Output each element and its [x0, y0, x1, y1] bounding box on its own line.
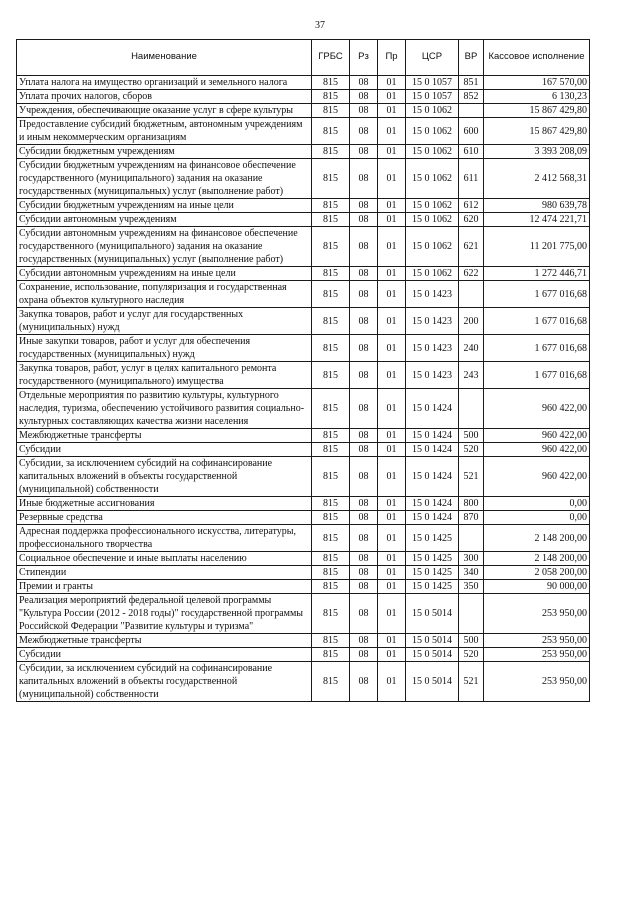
cell-amount: 15 867 429,80 — [484, 118, 590, 145]
cell-pr: 01 — [378, 90, 406, 104]
cell-amount: 2 148 200,00 — [484, 525, 590, 552]
cell-rz: 08 — [350, 525, 378, 552]
cell-csr: 15 0 1425 — [406, 525, 459, 552]
cell-grbs: 815 — [312, 634, 350, 648]
table-row — [17, 443, 590, 457]
cell-rz: 08 — [350, 159, 378, 199]
cell-vr: 521 — [459, 662, 484, 702]
cell-name: Резервные средства — [17, 511, 312, 525]
cell-name: Субсидии автономным учреждениям на иные цели — [17, 267, 312, 281]
cell-name: Субсидии автономным учреждениям на финансовое обеспечение государственного (муниципального) задания на оказание государственных (муниципальных) услуг (выполнение работ) — [17, 227, 312, 267]
table-row — [17, 308, 590, 335]
cell-csr: 15 0 1057 — [406, 90, 459, 104]
cell-pr: 01 — [378, 159, 406, 199]
cell-csr: 15 0 1062 — [406, 199, 459, 213]
cell-rz: 08 — [350, 580, 378, 594]
cell-rz: 08 — [350, 308, 378, 335]
cell-name: Субсидии — [17, 648, 312, 662]
column-header-vr: ВР — [459, 40, 484, 76]
table-row — [17, 159, 590, 199]
cell-csr: 15 0 5014 — [406, 648, 459, 662]
cell-csr: 15 0 1062 — [406, 227, 459, 267]
cell-vr: 520 — [459, 648, 484, 662]
cell-vr: 852 — [459, 90, 484, 104]
cell-pr: 01 — [378, 145, 406, 159]
cell-amount: 960 422,00 — [484, 443, 590, 457]
cell-csr: 15 0 1424 — [406, 511, 459, 525]
cell-name: Адресная поддержка профессионального искусства, литературы, профессионального творчества — [17, 525, 312, 552]
cell-rz: 08 — [350, 511, 378, 525]
cell-pr: 01 — [378, 662, 406, 702]
cell-csr: 15 0 1424 — [406, 389, 459, 429]
cell-csr: 15 0 1062 — [406, 104, 459, 118]
table-row — [17, 457, 590, 497]
table-header-row — [17, 40, 590, 76]
cell-grbs: 815 — [312, 389, 350, 429]
cell-amount: 1 677 016,68 — [484, 362, 590, 389]
cell-pr: 01 — [378, 566, 406, 580]
cell-pr: 01 — [378, 362, 406, 389]
cell-rz: 08 — [350, 335, 378, 362]
cell-csr: 15 0 1062 — [406, 118, 459, 145]
cell-name: Реализация мероприятий федеральной целевой программы "Культура России (2012 - 2018 годы)" государственной программы Российской Федерации "Развитие культуры и туризма" — [17, 594, 312, 634]
cell-vr: 521 — [459, 457, 484, 497]
cell-grbs: 815 — [312, 213, 350, 227]
cell-rz: 08 — [350, 497, 378, 511]
cell-vr — [459, 281, 484, 308]
cell-vr — [459, 525, 484, 552]
cell-amount: 0,00 — [484, 497, 590, 511]
cell-grbs: 815 — [312, 76, 350, 90]
table-row — [17, 429, 590, 443]
cell-amount: 253 950,00 — [484, 634, 590, 648]
cell-grbs: 815 — [312, 497, 350, 511]
cell-vr: 612 — [459, 199, 484, 213]
table-row — [17, 199, 590, 213]
cell-rz: 08 — [350, 227, 378, 267]
cell-vr: 240 — [459, 335, 484, 362]
cell-pr: 01 — [378, 580, 406, 594]
cell-rz: 08 — [350, 145, 378, 159]
cell-pr: 01 — [378, 118, 406, 145]
cell-name: Сохранение, использование, популяризация и государственная охрана объектов культурного наследия — [17, 281, 312, 308]
cell-amount: 11 201 775,00 — [484, 227, 590, 267]
cell-csr: 15 0 1424 — [406, 457, 459, 497]
cell-rz: 08 — [350, 199, 378, 213]
cell-rz: 08 — [350, 594, 378, 634]
cell-vr — [459, 389, 484, 429]
table-row — [17, 580, 590, 594]
cell-vr: 300 — [459, 552, 484, 566]
cell-rz: 08 — [350, 281, 378, 308]
cell-pr: 01 — [378, 511, 406, 525]
cell-vr — [459, 104, 484, 118]
table-row — [17, 227, 590, 267]
cell-pr: 01 — [378, 227, 406, 267]
cell-grbs: 815 — [312, 362, 350, 389]
cell-grbs: 815 — [312, 118, 350, 145]
cell-csr: 15 0 1062 — [406, 213, 459, 227]
cell-vr — [459, 594, 484, 634]
cell-pr: 01 — [378, 594, 406, 634]
table-row — [17, 362, 590, 389]
cell-amount: 1 677 016,68 — [484, 281, 590, 308]
cell-rz: 08 — [350, 267, 378, 281]
cell-rz: 08 — [350, 443, 378, 457]
cell-amount: 12 474 221,71 — [484, 213, 590, 227]
cell-amount: 6 130,23 — [484, 90, 590, 104]
cell-csr: 15 0 1062 — [406, 267, 459, 281]
cell-grbs: 815 — [312, 227, 350, 267]
cell-pr: 01 — [378, 104, 406, 118]
cell-grbs: 815 — [312, 594, 350, 634]
cell-pr: 01 — [378, 634, 406, 648]
cell-csr: 15 0 1423 — [406, 308, 459, 335]
cell-name: Уплата налога на имущество организаций и земельного налога — [17, 76, 312, 90]
cell-grbs: 815 — [312, 580, 350, 594]
cell-vr: 600 — [459, 118, 484, 145]
cell-pr: 01 — [378, 648, 406, 662]
table-row — [17, 511, 590, 525]
cell-grbs: 815 — [312, 648, 350, 662]
cell-name: Отдельные мероприятия по развитию культуры, культурного наследия, туризма, обеспечению устойчивого развития социально-культурных составляющих качества жизни населения — [17, 389, 312, 429]
cell-rz: 08 — [350, 213, 378, 227]
cell-amount: 960 422,00 — [484, 457, 590, 497]
cell-name: Предоставление субсидий бюджетным, автономным учреждениям и иным некоммерческим организациям — [17, 118, 312, 145]
cell-pr: 01 — [378, 76, 406, 90]
cell-name: Закупка товаров, работ, услуг в целях капитального ремонта государственного (муниципального) имущества — [17, 362, 312, 389]
cell-csr: 15 0 1062 — [406, 145, 459, 159]
table-row — [17, 594, 590, 634]
cell-pr: 01 — [378, 443, 406, 457]
cell-pr: 01 — [378, 457, 406, 497]
cell-grbs: 815 — [312, 90, 350, 104]
cell-grbs: 815 — [312, 552, 350, 566]
cell-pr: 01 — [378, 267, 406, 281]
cell-csr: 15 0 1424 — [406, 429, 459, 443]
cell-csr: 15 0 1057 — [406, 76, 459, 90]
budget-execution-table — [16, 39, 590, 702]
table-row — [17, 389, 590, 429]
cell-csr: 15 0 5014 — [406, 634, 459, 648]
cell-amount: 1 272 446,71 — [484, 267, 590, 281]
page-number: 37 — [315, 20, 325, 31]
cell-amount: 2 148 200,00 — [484, 552, 590, 566]
cell-csr: 15 0 1062 — [406, 159, 459, 199]
cell-grbs: 815 — [312, 104, 350, 118]
table-row — [17, 267, 590, 281]
cell-name: Уплата прочих налогов, сборов — [17, 90, 312, 104]
cell-csr: 15 0 1423 — [406, 335, 459, 362]
cell-pr: 01 — [378, 525, 406, 552]
cell-csr: 15 0 5014 — [406, 594, 459, 634]
table-row — [17, 662, 590, 702]
cell-rz: 08 — [350, 362, 378, 389]
cell-name: Субсидии автономным учреждениям — [17, 213, 312, 227]
cell-rz: 08 — [350, 389, 378, 429]
table-row — [17, 90, 590, 104]
cell-pr: 01 — [378, 389, 406, 429]
cell-amount: 1 677 016,68 — [484, 335, 590, 362]
cell-name: Межбюджетные трансферты — [17, 634, 312, 648]
cell-vr: 622 — [459, 267, 484, 281]
cell-amount: 90 000,00 — [484, 580, 590, 594]
table-row — [17, 552, 590, 566]
cell-vr: 621 — [459, 227, 484, 267]
cell-amount: 980 639,78 — [484, 199, 590, 213]
cell-grbs: 815 — [312, 145, 350, 159]
cell-vr: 350 — [459, 580, 484, 594]
cell-vr: 610 — [459, 145, 484, 159]
column-header-name: Наименование — [17, 40, 312, 76]
column-header-amount: Кассовое исполнение — [484, 40, 590, 76]
cell-rz: 08 — [350, 566, 378, 580]
cell-grbs: 815 — [312, 267, 350, 281]
cell-csr: 15 0 1424 — [406, 497, 459, 511]
cell-grbs: 815 — [312, 443, 350, 457]
cell-name: Закупка товаров, работ и услуг для государственных (муниципальных) нужд — [17, 308, 312, 335]
cell-rz: 08 — [350, 118, 378, 145]
table-row — [17, 213, 590, 227]
cell-amount: 253 950,00 — [484, 648, 590, 662]
cell-csr: 15 0 5014 — [406, 662, 459, 702]
cell-grbs: 815 — [312, 662, 350, 702]
cell-vr: 500 — [459, 429, 484, 443]
cell-vr: 500 — [459, 634, 484, 648]
cell-amount: 3 393 208,09 — [484, 145, 590, 159]
column-header-pr: Пр — [378, 40, 406, 76]
table-row — [17, 566, 590, 580]
cell-amount: 0,00 — [484, 511, 590, 525]
cell-rz: 08 — [350, 90, 378, 104]
table-row — [17, 76, 590, 90]
cell-pr: 01 — [378, 552, 406, 566]
cell-grbs: 815 — [312, 159, 350, 199]
cell-grbs: 815 — [312, 429, 350, 443]
cell-grbs: 815 — [312, 335, 350, 362]
cell-amount: 167 570,00 — [484, 76, 590, 90]
cell-rz: 08 — [350, 552, 378, 566]
cell-vr: 520 — [459, 443, 484, 457]
cell-name: Субсидии бюджетным учреждениям на иные цели — [17, 199, 312, 213]
cell-rz: 08 — [350, 457, 378, 497]
cell-amount: 1 677 016,68 — [484, 308, 590, 335]
table-row — [17, 648, 590, 662]
cell-pr: 01 — [378, 213, 406, 227]
cell-rz: 08 — [350, 76, 378, 90]
cell-vr: 200 — [459, 308, 484, 335]
cell-csr: 15 0 1425 — [406, 552, 459, 566]
cell-name: Стипендии — [17, 566, 312, 580]
cell-amount: 2 058 200,00 — [484, 566, 590, 580]
table-row — [17, 145, 590, 159]
table-row — [17, 281, 590, 308]
cell-amount: 253 950,00 — [484, 594, 590, 634]
cell-amount: 960 422,00 — [484, 429, 590, 443]
cell-name: Субсидии, за исключением субсидий на софинансирование капитальных вложений в объекты государственной (муниципальной) собственности — [17, 662, 312, 702]
cell-amount: 960 422,00 — [484, 389, 590, 429]
table-row — [17, 104, 590, 118]
cell-grbs: 815 — [312, 308, 350, 335]
cell-rz: 08 — [350, 104, 378, 118]
table-row — [17, 118, 590, 145]
cell-vr: 620 — [459, 213, 484, 227]
cell-name: Учреждения, обеспечивающие оказание услуг в сфере культуры — [17, 104, 312, 118]
column-header-grbs: ГРБС — [312, 40, 350, 76]
cell-pr: 01 — [378, 335, 406, 362]
cell-vr: 243 — [459, 362, 484, 389]
cell-grbs: 815 — [312, 511, 350, 525]
cell-pr: 01 — [378, 308, 406, 335]
column-header-rz: Рз — [350, 40, 378, 76]
cell-vr: 340 — [459, 566, 484, 580]
table-row — [17, 634, 590, 648]
cell-csr: 15 0 1424 — [406, 443, 459, 457]
cell-grbs: 815 — [312, 525, 350, 552]
cell-name: Социальное обеспечение и иные выплаты населению — [17, 552, 312, 566]
cell-name: Субсидии — [17, 443, 312, 457]
table-body — [17, 76, 590, 702]
cell-grbs: 815 — [312, 457, 350, 497]
cell-vr: 851 — [459, 76, 484, 90]
cell-vr: 611 — [459, 159, 484, 199]
cell-grbs: 815 — [312, 281, 350, 308]
cell-amount: 253 950,00 — [484, 662, 590, 702]
cell-csr: 15 0 1425 — [406, 580, 459, 594]
cell-name: Премии и гранты — [17, 580, 312, 594]
table-row — [17, 497, 590, 511]
cell-name: Иные бюджетные ассигнования — [17, 497, 312, 511]
cell-name: Субсидии бюджетным учреждениям — [17, 145, 312, 159]
cell-pr: 01 — [378, 281, 406, 308]
cell-name: Межбюджетные трансферты — [17, 429, 312, 443]
cell-pr: 01 — [378, 497, 406, 511]
cell-rz: 08 — [350, 662, 378, 702]
cell-grbs: 815 — [312, 199, 350, 213]
cell-rz: 08 — [350, 429, 378, 443]
cell-pr: 01 — [378, 429, 406, 443]
cell-csr: 15 0 1423 — [406, 362, 459, 389]
cell-vr: 800 — [459, 497, 484, 511]
cell-rz: 08 — [350, 648, 378, 662]
cell-amount: 15 867 429,80 — [484, 104, 590, 118]
table-row — [17, 335, 590, 362]
cell-grbs: 815 — [312, 566, 350, 580]
cell-name: Субсидии бюджетным учреждениям на финансовое обеспечение государственного (муниципального) задания на оказание государственных (муниципальных) услуг (выполнение работ) — [17, 159, 312, 199]
cell-name: Субсидии, за исключением субсидий на софинансирование капитальных вложений в объекты государственной (муниципальной) собственности — [17, 457, 312, 497]
cell-rz: 08 — [350, 634, 378, 648]
cell-csr: 15 0 1423 — [406, 281, 459, 308]
cell-pr: 01 — [378, 199, 406, 213]
cell-amount: 2 412 568,31 — [484, 159, 590, 199]
cell-name: Иные закупки товаров, работ и услуг для обеспечения государственных (муниципальных) нужд — [17, 335, 312, 362]
table-row — [17, 525, 590, 552]
cell-csr: 15 0 1425 — [406, 566, 459, 580]
cell-vr: 870 — [459, 511, 484, 525]
column-header-csr: ЦСР — [406, 40, 459, 76]
